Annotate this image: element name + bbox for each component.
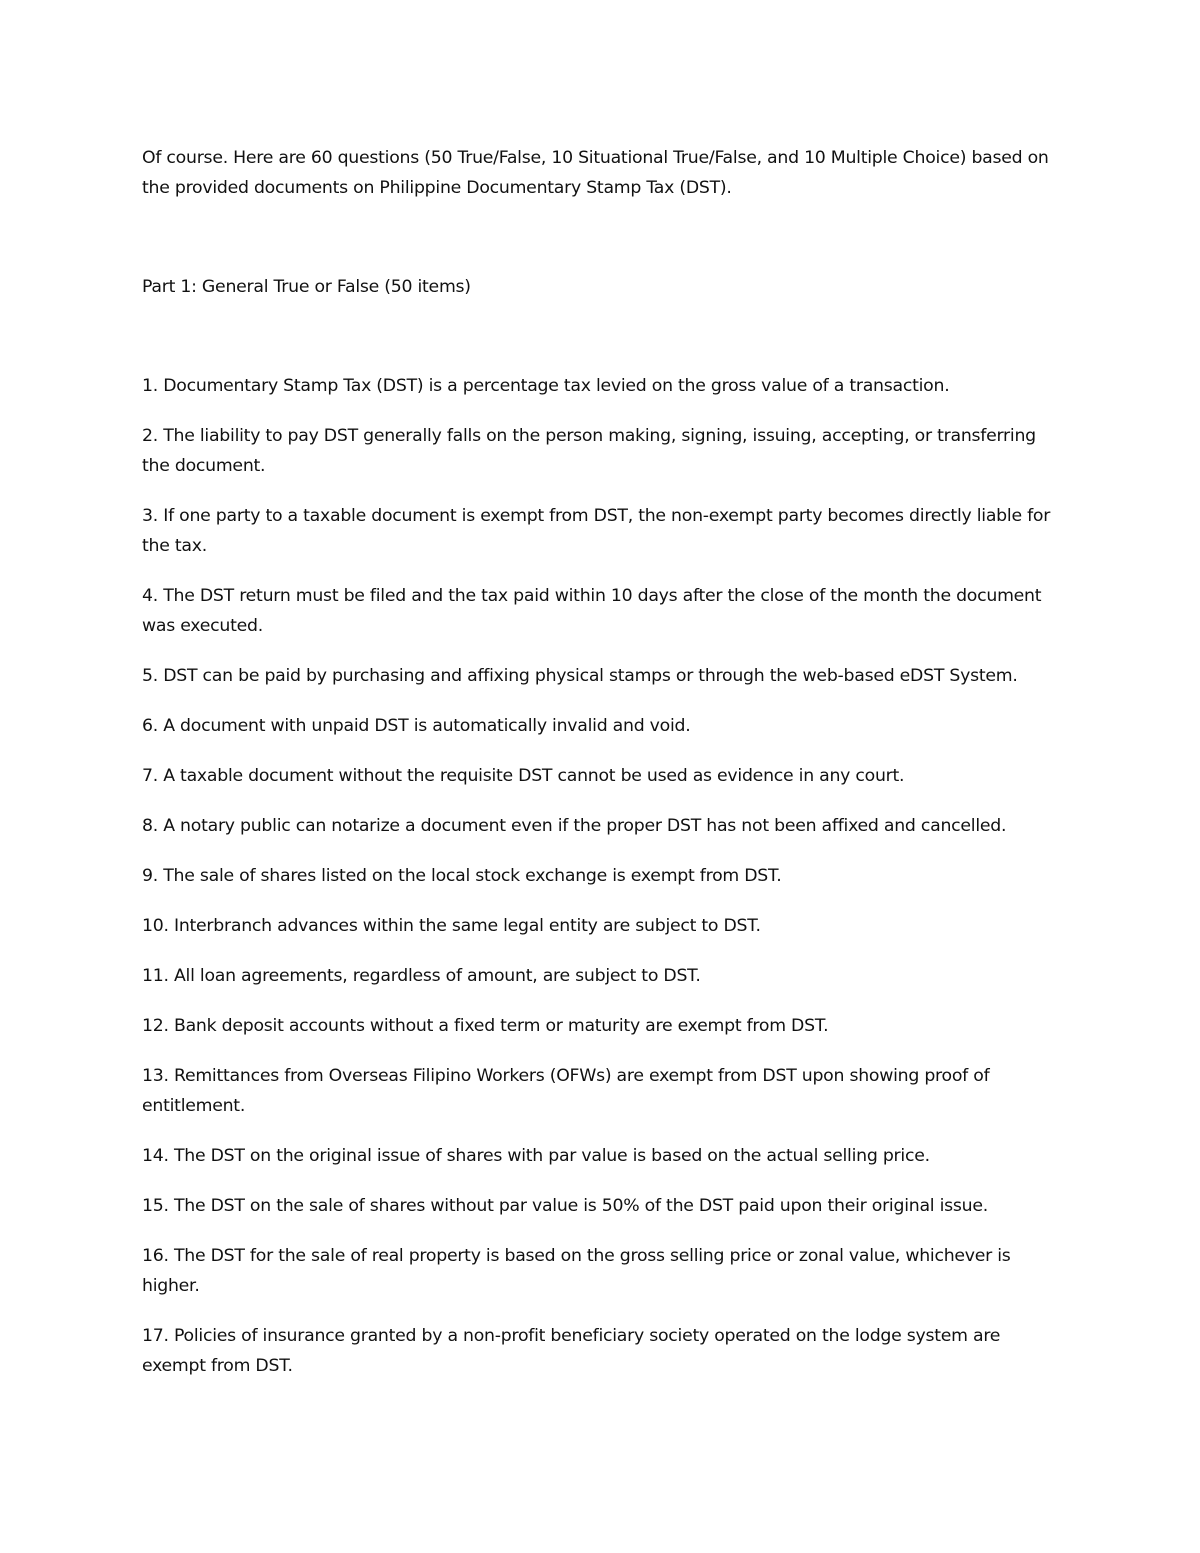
question-item: 11. All loan agreements, regardless of amount, are subject to DST. (142, 966, 701, 986)
question-item: 6. A document with unpaid DST is automatically invalid and void. (142, 716, 691, 736)
question-item: 17. Policies of insurance granted by a non-profit beneficiary society operated on the lodge system are exempt from DST. (142, 1326, 1001, 1376)
question-item: 5. DST can be paid by purchasing and affixing physical stamps or through the web-based eDST System. (142, 666, 1018, 686)
part-heading: Part 1: General True or False (50 items) (142, 277, 471, 297)
question-list (142, 371, 1062, 1381)
question-item: 1. Documentary Stamp Tax (DST) is a percentage tax levied on the gross value of a transaction. (142, 376, 950, 396)
intro-paragraph: Of course. Here are 60 questions (50 True/False, 10 Situational True/False, and 10 Multiple Choice) based on the provided documents on Philippine Documentary Stamp Tax (DST). (142, 148, 1049, 198)
question-item: 13. Remittances from Overseas Filipino Workers (OFWs) are exempt from DST upon showing proof of entitlement. (142, 1066, 990, 1116)
question-item: 14. The DST on the original issue of shares with par value is based on the actual selling price. (142, 1146, 930, 1166)
question-item: 7. A taxable document without the requisite DST cannot be used as evidence in any court. (142, 766, 905, 786)
question-item: 16. The DST for the sale of real property is based on the gross selling price or zonal value, whichever is higher. (142, 1246, 1011, 1296)
question-item: 4. The DST return must be filed and the tax paid within 10 days after the close of the month the document was executed. (142, 586, 1042, 636)
question-item: 2. The liability to pay DST generally falls on the person making, signing, issuing, accepting, or transferring the document. (142, 426, 1036, 476)
question-item: 12. Bank deposit accounts without a fixed term or maturity are exempt from DST. (142, 1016, 829, 1036)
document-body (142, 143, 1062, 1401)
question-item: 8. A notary public can notarize a document even if the proper DST has not been affixed and cancelled. (142, 816, 1007, 836)
question-item: 10. Interbranch advances within the same legal entity are subject to DST. (142, 916, 761, 936)
question-item: 9. The sale of shares listed on the local stock exchange is exempt from DST. (142, 866, 782, 886)
question-item: 3. If one party to a taxable document is exempt from DST, the non-exempt party becomes directly liable for the tax. (142, 506, 1051, 556)
question-item: 15. The DST on the sale of shares without par value is 50% of the DST paid upon their original issue. (142, 1196, 988, 1216)
